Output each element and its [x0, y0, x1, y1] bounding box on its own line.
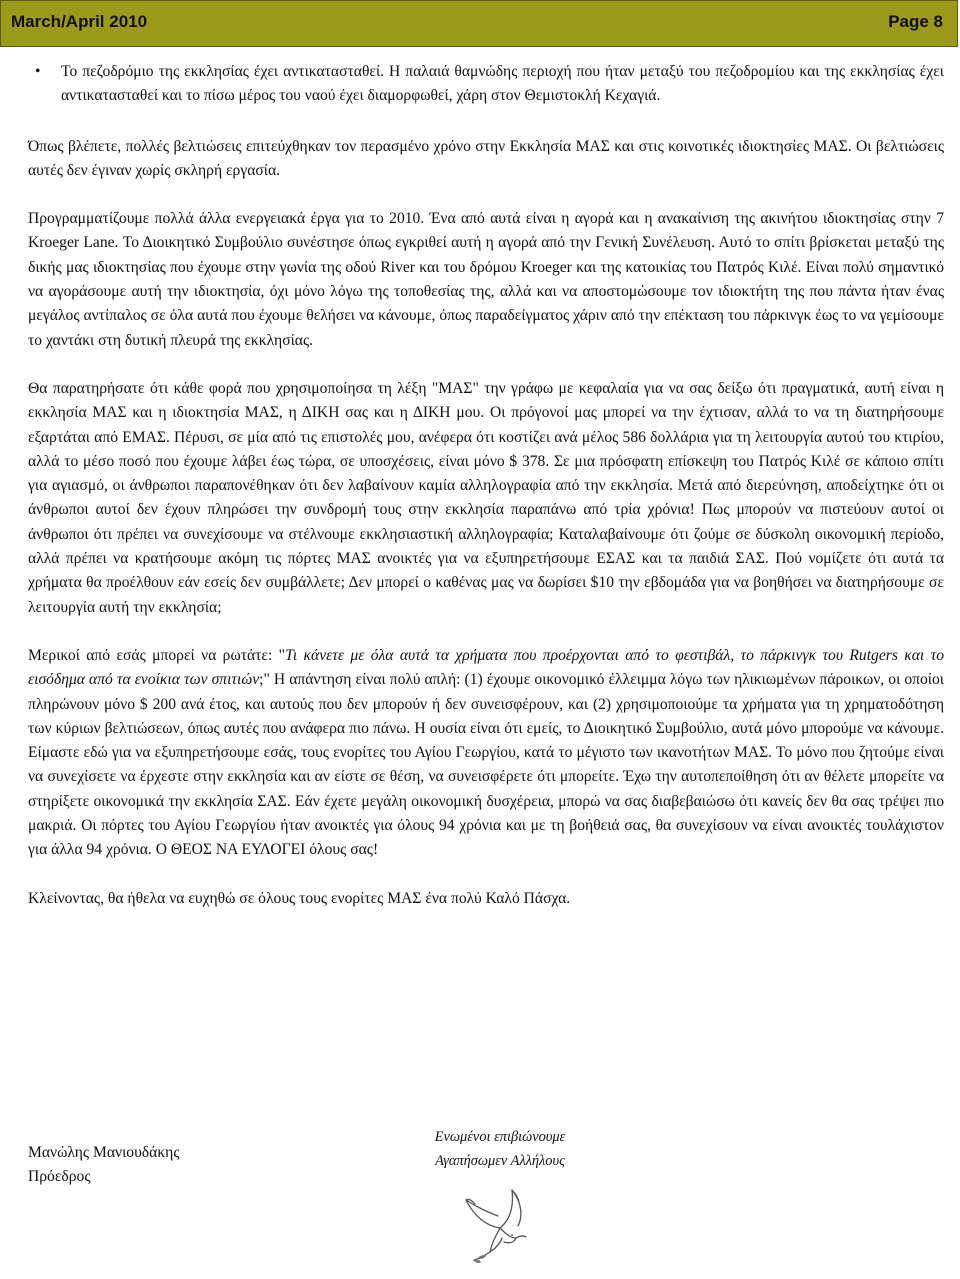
paragraph-questions: [28, 644, 944, 863]
page-number: Page 8: [888, 11, 943, 31]
dove-olive-branch-icon: [440, 1180, 560, 1265]
paragraph-questions-answer: ;" Η απάντηση είναι πολύ απλή: (1) έχουμε οικονομικό έλλειμμα λόγω των ηλικιωμένων πάροικων, οι οποίοι πληρώνουν μόνο $ 200 ανά έτος, και αυτούς που δεν μπορούν ή δεν συνεισφέρουν, και (2) χρησιμοποιούμε τα χρήματα για τη χρηματοδότηση των κύριων βελτιώσεων, όπως αυτές που ανάφερα πιο πάνω. Η ουσία είναι ότι εμείς, το Διοικητικό Συμβούλιο, αυτά μόνο μπορούμε να κάνουμε. Είμαστε εδώ για να εξυπηρετήσουμε εσάς, τους ενορίτες του Αγίου Γεωργίου, κατά το μέγιστο των ικανοτήτων ΜΑΣ. Το μόνο που ζητούμε είναι να συνεχίσετε να έρχεστε στην εκκλησία και αν είστε σε θέση, να συνεισφέρετε ότι μπορείτε. Έχω την αυτοπεποίθηση ότι αν θέλετε μπορείτε να στηρίξετε οικονομικά την εκκλησία ΣΑΣ. Εάν έχετε μεγάλη οικονομική δυσχέρεια, μπορώ να σας διαβεβαιώσω ότι κανείς δεν θα σας τρέψει πιο μακριά. Οι πόρτες του Αγίου Γεωργίου ήταν ανοικτές για όλους 94 χρόνια και με τη βοήθειά σας, θα συνεχίσουν να είναι ανοικτές τουλάχιστον για άλλα 94 χρόνια. Ο ΘΕΟΣ ΝΑ ΕΥΛΟΓΕΙ όλους σας!: [28, 671, 944, 859]
motto-line-2: Αγαπήσωμεν Αλλήλους: [435, 1153, 565, 1169]
issue-date: March/April 2010: [11, 11, 148, 31]
paragraph-improvements: Όπως βλέπετε, πολλές βελτιώσεις επιτεύχθηκαν τον περασμένο χρόνο στην Εκκλησία ΜΑΣ και στις κοινοτικές ιδιοκτησίες ΜΑΣ. Οι βελτιώσεις αυτές δεν έγιναν χωρίς σκληρή εργασία.: [28, 137, 944, 179]
bullet-item: [28, 60, 944, 109]
paragraph-questions-lead: Μερικοί από εσάς μπορεί να ρωτάτε: ": [28, 646, 286, 664]
signature-name: Μανώλης Μανιουδάκης: [28, 1144, 180, 1161]
signature-title: Πρόεδρος: [28, 1168, 91, 1185]
closing-line: Κλείνοντας, θα ήθελα να ευχηθώ σε όλους τους ενορίτες ΜΑΣ ένα πολύ Καλό Πάσχα.: [28, 889, 571, 907]
motto-line-1: Ενωμένοι επιβιώνουμε: [434, 1129, 566, 1145]
signature-block: [28, 1141, 180, 1189]
paragraph-questions-quote: Τι κάνετε με όλα αυτά τα χρήματα που προέρχονται από το φεστιβάλ, το πάρκινγκ του Rutgers και το εισόδημα από τα ενοίκια των σπιτιών: [28, 646, 944, 689]
paragraph-projects: Προγραμματίζουμε πολλά άλλα ενεργειακά έργα για το 2010. Ένα από αυτά είναι η αγορά και η ανακαίνιση της ακινήτου ιδιοκτησίας στην 7 Kroeger Lane. Το Διοικητικό Συμβούλιο συνέστησε όπως εγκριθεί αυτή η αγορά από την Γενική Συνέλευση. Αυτό το σπίτι βρίσκεται μεταξύ της δικής μας ιδιοκτησίας που έχουμε στην γωνία της οδού River και του δρόμου Kroeger και της κατοικίας του Πατρός Κιλέ. Είναι πολύ σημαντικό να αγοράσουμε αυτή την ιδιοκτησία, όχι μόνο λόγω της τοποθεσίας της, αλλά και να αποστομώσουμε τον ιδιοκτήτη της που πάντα ήταν ένας μεγάλος αντίπαλος σε όλα αυτά που έχουμε θελήσει να κάνουμε, όπως παραδείγματος χάριν από την επέκταση του πάρκινγκ έως το να γεμίσουμε το χαντάκι στη δυτική πλευρά της εκκλησίας.: [28, 210, 944, 349]
page-header: [0, 0, 958, 47]
bullet-text: Το πεζοδρόμιο της εκκλησίας έχει αντικατασταθεί. Η παλαιά θαμνώδης περιοχή που ήταν μεταξύ του πεζοδρομίου και της εκκλησίας έχει αντικατασταθεί και το πίσω μέρος του ναού έχει διαμορφωθεί, χάρη στον Θεμιστοκλή Κεχαγιά.: [61, 63, 944, 105]
motto-block: [400, 1125, 600, 1173]
bullet-dot-icon: •: [35, 63, 41, 80]
letter-body: [28, 60, 944, 911]
letter-footer: [28, 1125, 944, 1275]
paragraph-ours: Θα παρατηρήσατε ότι κάθε φορά που χρησιμοποίησα τη λέξη "ΜΑΣ" την γράφω με κεφαλαία για να σας δείξω ότι πραγματικά, αυτή είναι η εκκλησία ΜΑΣ και η ιδιοκτησία ΜΑΣ, η ΔΙΚΗ σας και η ΔΙΚΗ μου. Οι πρόγονοί μας μπορεί να την έχτισαν, αλλά το να τη διατηρήσουμε εξαρτάται από ΕΜΑΣ. Πέρυσι, σε μία από τις επιστολές μου, ανέφερα ότι κοστίζει ανά μέλος 586 δολλάρια για τη λειτουργία αυτού του κτιρίου, αλλά το μέσο ποσό που έχουμε λάβει έως τώρα, σε υποσχέσεις, είναι μόνο $ 378. Σε μια πρόσφατη επίσκεψη του Πατρός Κιλέ σε κάποιο σπίτι για αγιασμό, οι άνθρωποι παραπονέθηκαν ότι δεν λαβαίνουν καμία αλληλογραφία από την εκκλησία. Μετά από διερεύνηση, αποδείχτηκε ότι οι άνθρωποι αυτοί δεν έχουν πληρώσει την συνδρομή τους στην εκκλησία παραπάνω από τρία χρόνια! Πως μπορούν να πιστεύουν αυτοί οι άνθρωποι ότι πρέπει να συνεχίσουμε να στέλνουμε εκκλησιαστική αλληλογραφία; Καταλαβαίνουμε ότι ζούμε σε δύσκολη οικονομική περίοδο, αλλά πρέπει να κρατήσουμε ακόμη τις πόρτες ΜΑΣ ανοικτές για να εξυπηρετήσουμε ΕΣΑΣ και τα παιδιά ΣΑΣ. Πού νομίζετε ότι αυτά τα χρήματα θα προέλθουν εάν εσείς δεν συμβάλλετε; Δεν μπορεί ο καθένας μας να δωρίσει $10 την εβδομάδα για να βοηθήσει να διατηρήσουμε σε λειτουργία αυτή την εκκλησία;: [28, 379, 944, 616]
